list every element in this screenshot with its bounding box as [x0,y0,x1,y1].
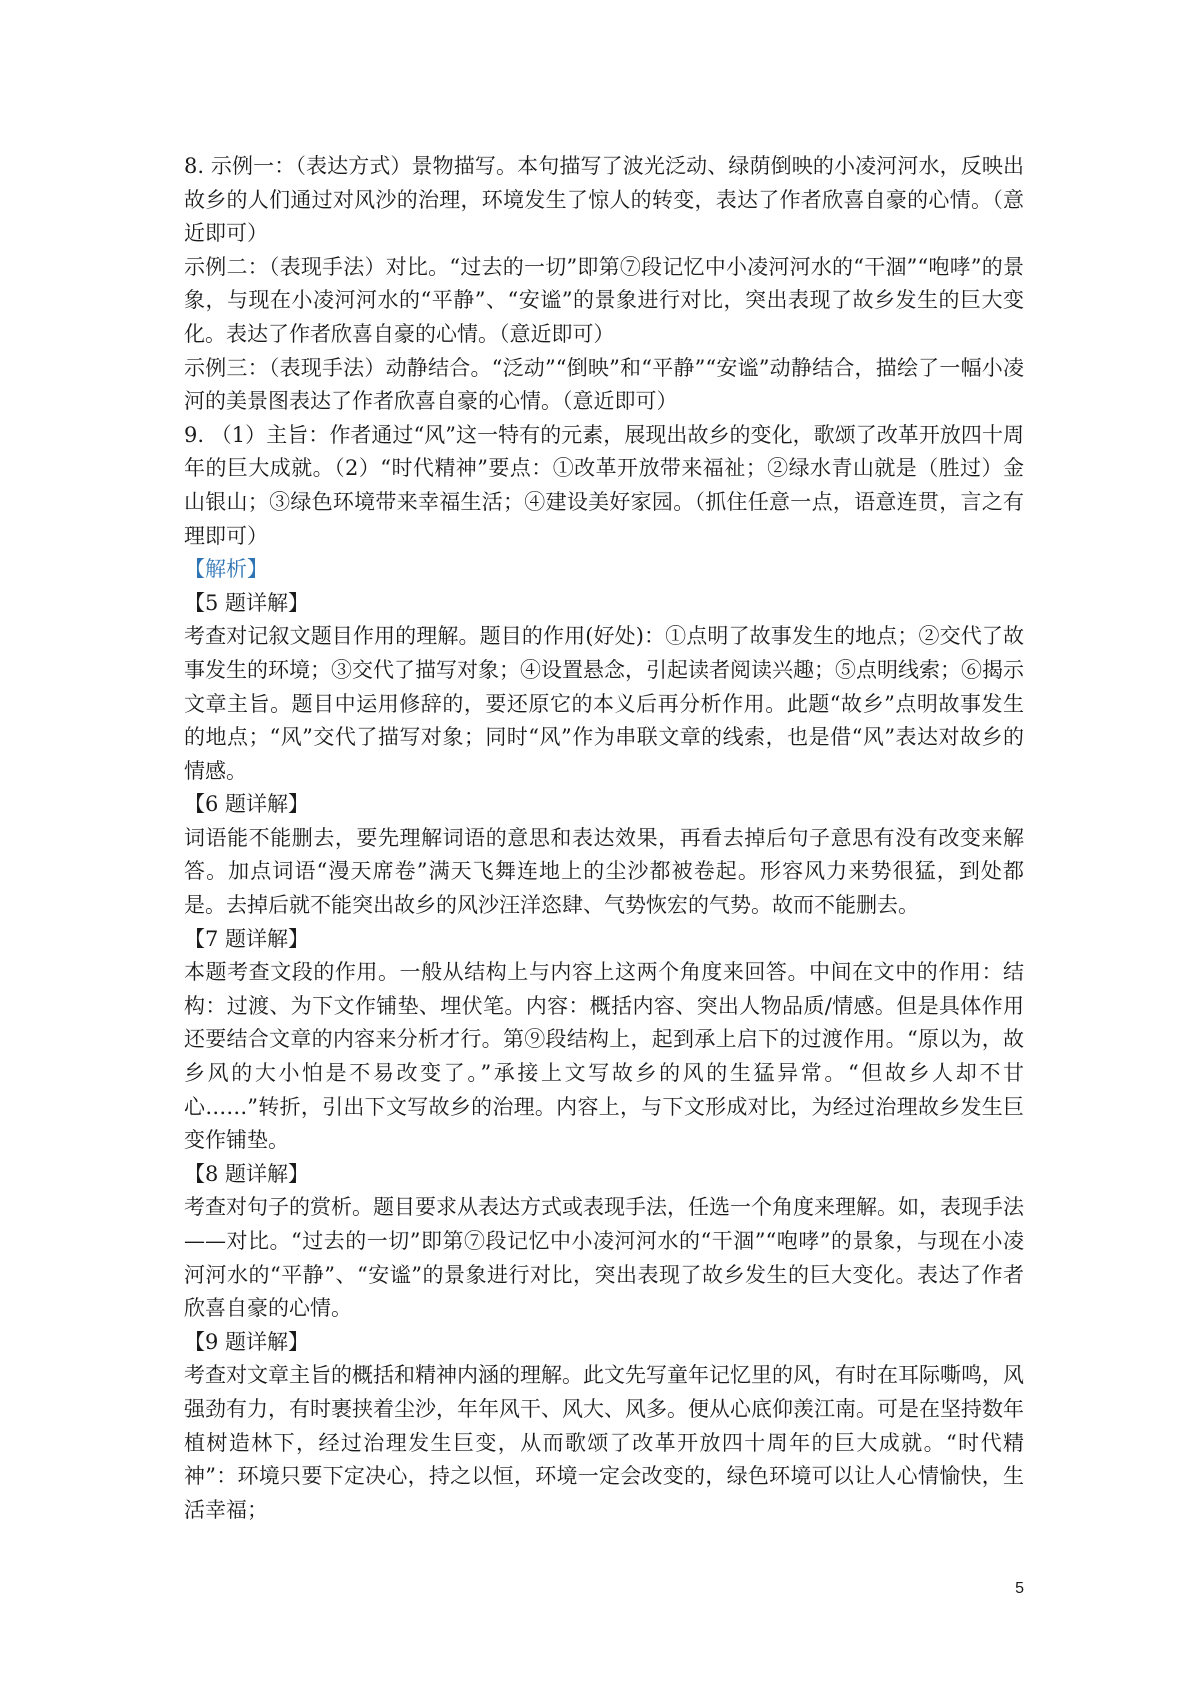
detail-9-body: 考查对文章主旨的概括和精神内涵的理解。此文先写童年记忆里的风，有时在耳际嘶鸣，风强劲有力，有时裹挟着尘沙，年年风干、风大、风多。便从心底仰羡江南。可是在坚持数年植树造林下，经过治理发生巨变，从而歌颂了改革开放四十周年的巨大成就。“时代精神”：环境只要下定决心，持之以恒，环境一定会改变的，绿色环境可以让人心情愉快，生活幸福； [184,1363,1024,1522]
answer-9: 9. （1）主旨：作者通过“风”这一特有的元素，展现出故乡的变化，歌颂了改革开放四十周年的巨大成就。（2）“时代精神”要点：①改革开放带来福祉；②绿水青山就是（胜过）金山银山；③绿色环境带来幸福生活；④建设美好家园。（抓住任意一点，语意连贯，言之有理即可） [184,422,1024,548]
page-number: 5 [1015,1580,1024,1597]
detail-6-body: 词语能不能删去，要先理解词语的意思和表达效果，再看去掉后句子意思有没有改变来解答。加点词语“漫天席卷”满天飞舞连地上的尘沙都被卷起。形容风力来势很猛，到处都是。去掉后就不能突出故乡的风沙汪洋恣肆、气势恢宏的气势。故而不能删去。 [184,825,1024,918]
detail-6-heading: 【6 题详解】 [184,792,310,817]
analysis-label: 【解析】 [184,557,268,582]
answer-8-example-1: 8. 示例一：（表达方式）景物描写。本句描写了波光泛动、绿荫倒映的小凌河河水，反映出故乡的人们通过对风沙的治理，环境发生了惊人的转变，表达了作者欣喜自豪的心情。（意近即可） [184,154,1024,246]
detail-9-heading: 【9 题详解】 [184,1329,310,1354]
answer-8-example-3: 示例三：（表现手法）动静结合。“泛动”“倒映”和“平静”“安谧”动静结合，描绘了一幅小凌河的美景图表达了作者欣喜自豪的心情。（意近即可） [184,355,1024,414]
detail-5-heading: 【5 题详解】 [184,590,310,615]
page-content [184,150,1024,1527]
detail-7-body: 本题考查文段的作用。一般从结构上与内容上这两个角度来回答。中间在文中的作用：结构：过渡、为下文作铺垫、埋伏笔。内容：概括内容、突出人物品质/情感。但是具体作用还要结合文章的内容来分析才行。第⑨段结构上，起到承上启下的过渡作用。“原以为，故乡风的大小怕是不易改变了。”承接上文写故乡的风的生猛异常。“但故乡人却不甘心……”转折，引出下文写故乡的治理。内容上，与下文形成对比，为经过治理故乡发生巨变作铺垫。 [184,960,1024,1153]
answer-8-example-2: 示例二：（表现手法）对比。“过去的一切”即第⑦段记忆中小凌河河水的“干涸”“咆哮”的景象，与现在小凌河河水的“平静”、“安谧”的景象进行对比，突出表现了故乡发生的巨大变化。表达了作者欣喜自豪的心情。（意近即可） [184,254,1024,346]
detail-7-heading: 【7 题详解】 [184,926,310,951]
detail-5-body: 考查对记叙文题目作用的理解。题目的作用(好处)：①点明了故事发生的地点；②交代了故事发生的环境；③交代了描写对象；④设置悬念，引起读者阅读兴趣；⑤点明线索；⑥揭示文章主旨。题目中运用修辞的，要还原它的本义后再分析作用。此题“故乡”点明故事发生的地点；“风”交代了描写对象；同时“风”作为串联文章的线索，也是借“风”表达对故乡的情感。 [184,624,1024,783]
detail-8-body: 考查对句子的赏析。题目要求从表达方式或表现手法，任选一个角度来理解。如，表现手法——对比。“过去的一切”即第⑦段记忆中小凌河河水的“干涸”“咆哮”的景象，与现在小凌河河水的“平静”、“安谧”的景象进行对比，突出表现了故乡发生的巨大变化。表达了作者欣喜自豪的心情。 [184,1195,1024,1321]
detail-8-heading: 【8 题详解】 [184,1161,310,1186]
